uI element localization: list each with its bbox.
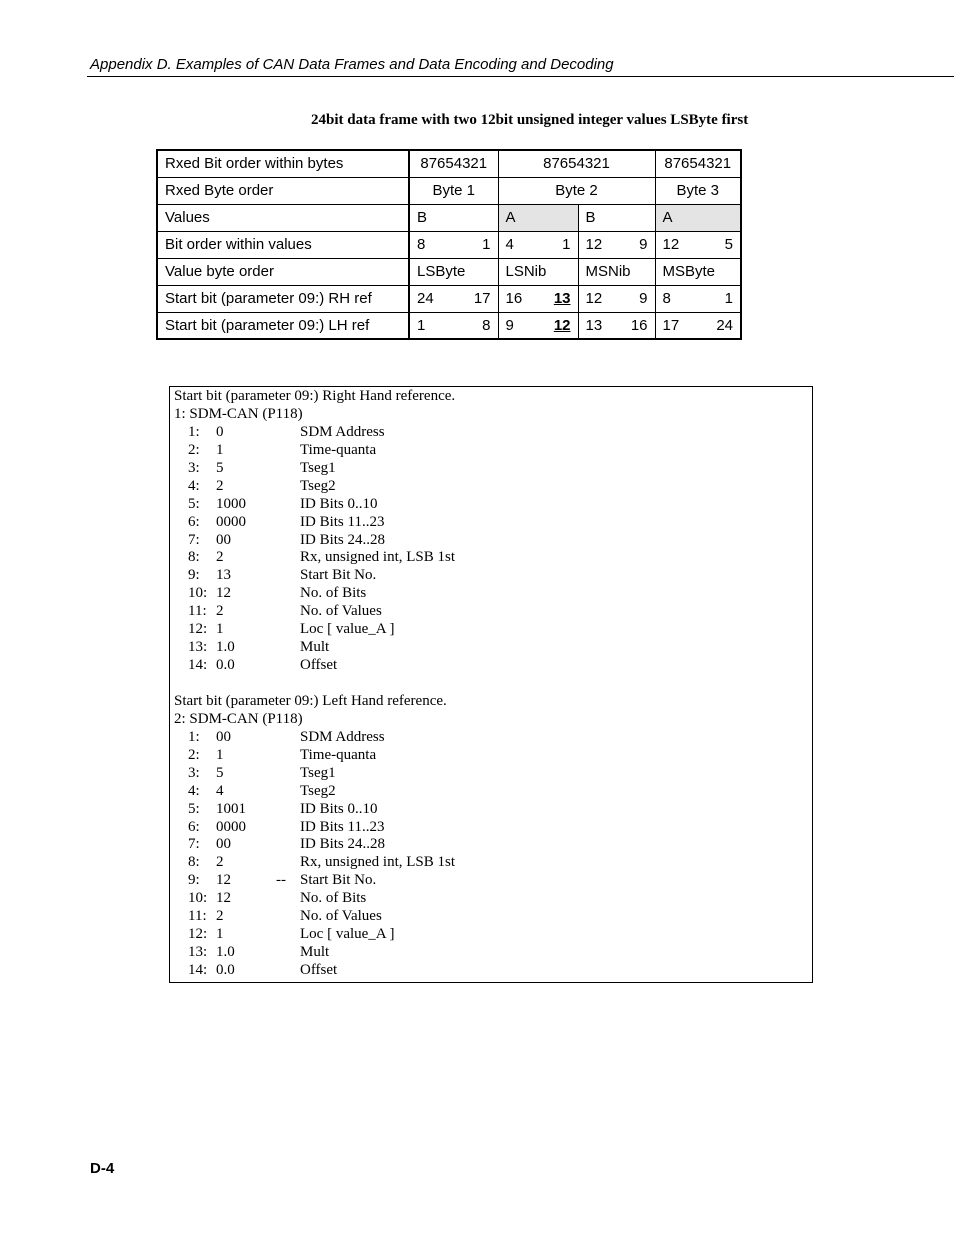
row-label: Values [157,204,409,231]
row-label: Start bit (parameter 09:) LH ref [157,312,409,339]
param-description: Offset [300,962,338,978]
parameter-line [174,657,812,675]
param-number: 1: [188,728,200,745]
range-start: 9 [505,316,514,334]
param-description: ID Bits 0..10 [300,495,378,512]
range-start: 13 [585,316,603,334]
range-start: 16 [505,290,523,307]
param-value: 1000 [216,495,246,512]
parameter-line [174,747,812,765]
param-number: 4: [188,477,200,494]
parameter-line [174,854,812,872]
value-cell: A [655,204,741,231]
range-end: 1 [482,236,491,253]
param-description: No. of Bits [300,585,367,602]
param-value: 1001 [216,800,246,817]
byte-order-cell: LSNib [498,258,578,285]
range-end: 1 [724,290,733,307]
range-start: 24 [417,290,434,307]
range-start: 4 [505,236,514,253]
bit-range-cell [409,285,498,312]
bit-range-cell [578,285,655,312]
start-bit-highlight: 12 [553,316,571,334]
param-number: 11: [188,908,207,925]
bit-range-cell [498,231,578,258]
parameter-line [174,836,812,854]
param-description: ID Bits 0..10 [300,800,378,817]
param-value: 2 [216,854,224,871]
parameter-line [174,765,812,783]
param-description: ID Bits 24..28 [300,836,386,853]
param-number: 6: [188,818,200,835]
param-value: 2 [216,603,224,620]
bit-range-cell [498,285,578,312]
parameter-line [174,783,812,801]
param-number: 8: [188,549,200,566]
param-description: ID Bits 11..23 [300,818,385,835]
param-value: 1 [216,746,224,763]
blank-line [174,675,812,693]
param-description: Rx, unsigned int, LSB 1st [300,854,456,871]
block-heading: Start bit (parameter 09:) Left Hand reference. [174,692,447,709]
param-value: 12 [216,585,231,602]
page-number: D-4 [90,1160,115,1177]
range-start: 17 [662,316,680,334]
param-number: 5: [188,495,200,512]
range-start: 12 [585,290,603,307]
parameter-line [174,908,812,926]
param-number: 12: [188,926,208,943]
param-description: Offset [300,657,338,674]
param-number: 13: [188,944,208,961]
table-row [157,177,741,204]
row-label: Start bit (parameter 09:) RH ref [157,285,409,312]
byte-order-cell: MSNib [578,258,655,285]
parameter-line [174,890,812,908]
range-start: 12 [585,236,603,253]
range-end: 16 [630,316,648,334]
bit-range-cell [655,285,741,312]
param-number: 1: [188,423,200,440]
param-description: ID Bits 11..23 [300,513,385,530]
parameter-line [174,442,812,460]
parameter-line [174,621,812,639]
param-number: 3: [188,459,200,476]
param-description: Mult [300,944,330,961]
parameter-line [174,532,812,550]
parameter-line [174,496,812,514]
value-cell: A [498,204,578,231]
param-value: 12 [216,890,231,907]
param-value: 5 [216,459,224,476]
param-number: 5: [188,800,200,817]
param-value: 2 [216,549,224,566]
parameter-line [174,424,812,442]
table-row [157,285,741,312]
param-description: Tseg2 [300,477,336,494]
range-end: 9 [639,290,648,307]
range-end: 1 [562,236,571,253]
byte2-label: Byte 2 [498,177,655,204]
start-bit-highlight: 13 [553,290,571,307]
parameter-line [174,478,812,496]
table-row [157,150,741,177]
parameter-list [174,424,812,675]
param-number: 9: [188,567,200,584]
param-description: ID Bits 24..28 [300,531,386,548]
table-row [157,312,741,339]
param-number: 10: [188,585,208,602]
param-description: Tseg1 [300,459,336,476]
param-description: No. of Values [300,908,382,925]
param-description: Start Bit No. [300,872,377,889]
instruction-line: 2: SDM-CAN (P118) [174,710,303,727]
param-description: Loc [ value_A ] [300,621,395,638]
table-row [157,258,741,285]
range-end: 5 [724,236,733,253]
bit-range-cell [409,312,498,339]
range-end: 9 [639,236,648,253]
param-value: 2 [216,477,224,494]
param-value: 1 [216,926,224,943]
parameter-line [174,639,812,657]
byte-order-cell: MSByte [655,258,741,285]
param-number: 7: [188,836,200,853]
param-description: Time-quanta [300,441,377,458]
byte1-bit-order: 87654321 [409,150,498,177]
bit-range-cell [655,312,741,339]
param-number: 6: [188,513,200,530]
data-frame-table [156,149,742,340]
param-number: 12: [188,621,208,638]
table-caption: 24bit data frame with two 12bit unsigned integer values LSByte first [311,112,749,128]
param-description: Rx, unsigned int, LSB 1st [300,549,456,566]
parameter-list [174,729,812,980]
param-description: Tseg2 [300,782,336,799]
param-description: SDM Address [300,728,385,745]
param-number: 13: [188,639,208,656]
parameter-line [174,872,812,890]
param-number: 14: [188,657,208,674]
page-header: Appendix D. Examples of CAN Data Frames and Data Encoding and Decoding [90,56,614,73]
param-number: 2: [188,441,200,458]
row-label: Rxed Bit order within bytes [157,150,409,177]
header-rule [87,76,954,77]
byte-order-cell: LSByte [409,258,498,285]
param-value: 1.0 [216,944,235,961]
param-value: 0 [216,423,224,440]
param-description: Loc [ value_A ] [300,926,395,943]
parameter-line [174,819,812,837]
bit-range-cell [498,312,578,339]
block-heading: Start bit (parameter 09:) Right Hand reference. [174,388,456,404]
param-value: 00 [216,728,231,745]
row-label: Rxed Byte order [157,177,409,204]
parameter-line [174,567,812,585]
param-value: 0000 [216,513,246,530]
param-value: 4 [216,782,224,799]
value-cell: B [409,204,498,231]
byte1-label: Byte 1 [409,177,498,204]
param-value: 12 [216,872,231,889]
param-description: SDM Address [300,423,385,440]
param-description: No. of Values [300,603,382,620]
bit-range-cell [655,231,741,258]
param-number: 3: [188,764,200,781]
parameter-line [174,729,812,747]
parameter-line [174,514,812,532]
instruction-line: 1: SDM-CAN (P118) [174,405,303,422]
param-number: 14: [188,962,208,978]
param-value: 1.0 [216,639,235,656]
range-end: 24 [716,316,733,334]
parameter-line [174,460,812,478]
param-value: 00 [216,836,231,853]
range-start: 1 [417,316,426,334]
param-marker: -- [276,872,286,889]
parameter-line [174,926,812,944]
parameter-line [174,944,812,962]
param-number: 7: [188,531,200,548]
param-description: No. of Bits [300,890,367,907]
bit-range-cell [578,231,655,258]
param-number: 4: [188,782,200,799]
param-value: 0.0 [216,657,235,674]
table-row [157,231,741,258]
param-value: 2 [216,908,224,925]
param-value: 00 [216,531,231,548]
param-description: Tseg1 [300,764,336,781]
row-label: Bit order within values [157,231,409,258]
value-cell: B [578,204,655,231]
param-number: 2: [188,746,200,763]
byte3-bit-order: 87654321 [655,150,741,177]
table-row [157,204,741,231]
param-number: 8: [188,854,200,871]
parameter-line [174,603,812,621]
parameter-line [174,801,812,819]
range-start: 12 [662,236,680,253]
parameter-line [174,585,812,603]
bit-range-cell [578,312,655,339]
param-number: 11: [188,603,207,620]
param-value: 5 [216,764,224,781]
param-number: 10: [188,890,208,907]
parameter-line [174,962,812,980]
param-value: 1 [216,621,224,638]
param-value: 1 [216,441,224,458]
param-description: Start Bit No. [300,567,377,584]
param-value: 0000 [216,818,246,835]
parameter-line [174,549,812,567]
param-description: Mult [300,639,330,656]
program-listing [169,386,813,983]
range-end: 8 [482,316,491,334]
param-value: 13 [216,567,231,584]
byte3-label: Byte 3 [655,177,741,204]
row-label: Value byte order [157,258,409,285]
param-value: 0.0 [216,962,235,978]
range-start: 8 [662,290,671,307]
param-description: Time-quanta [300,746,377,763]
range-end: 17 [473,290,491,307]
byte2-bit-order: 87654321 [498,150,655,177]
param-number: 9: [188,872,200,889]
bit-range-cell [409,231,498,258]
range-start: 8 [417,236,426,253]
